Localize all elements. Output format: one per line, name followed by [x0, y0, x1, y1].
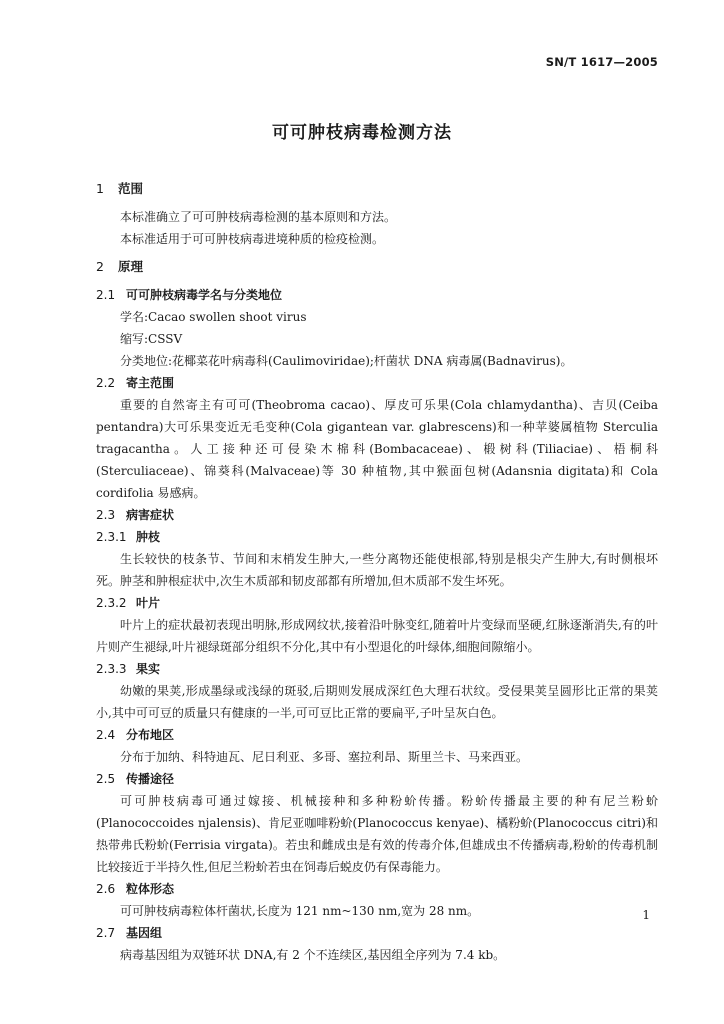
paragraph: 病毒基因组为双链环状 DNA,有 2 个不连续区,基因组全序列为 7.4 kb。 [120, 948, 506, 962]
subsection-heading-2-2 [96, 372, 658, 394]
section-number: 2.3.1 [96, 530, 127, 544]
paragraph: 分类地位:花椰菜花叶病毒科(Caulimoviridae);杆菌状 DNA 病毒属(Badnavirus)。 [120, 354, 573, 368]
paragraph: 重要的自然寄主有可可(Theobroma cacao)、厚皮可乐果(Cola chlamydantha)、吉贝(Ceiba pentandra)大可乐果变近无毛变种(Cola gigantean var. glabrescens)和一种苹婆属植物 Sterculia tragacantha。人工接种还可侵染木棉科(Bombacaceae)、椴树科(Tiliaciae)、梧桐科(Sterculiaceae)、锦葵科(Malvaceae)等 30 种植物,其中猴面包树(Adansnia digitata)和 Cola cordifolia 易感病。 [96, 398, 658, 500]
section-title: 叶片 [136, 596, 161, 610]
paragraph: 分布于加纳、科特迪瓦、尼日利亚、多哥、塞拉利昂、斯里兰卡、马来西亚。 [120, 750, 529, 764]
section-number: 1 [96, 181, 104, 196]
subsection-heading-2-5 [96, 768, 658, 790]
section-number: 2.2 [96, 376, 116, 390]
subsection-heading-2-3 [96, 504, 658, 526]
paragraph: 可可肿枝病毒粒体杆菌状,长度为 121 nm~130 nm,宽为 28 nm。 [120, 904, 480, 918]
section-title: 范围 [118, 181, 144, 196]
section-title: 基因组 [126, 926, 163, 940]
section-number: 2.3.2 [96, 596, 127, 610]
section-number: 2.4 [96, 728, 116, 742]
subsection-heading-2-4 [96, 724, 658, 746]
paragraph: 幼嫩的果荚,形成墨绿或浅绿的斑驳,后期则发展成深红色大理石状纹。受侵果荚呈圆形比正常的果荚小,其中可可豆的质量只有健康的一半,可可豆比正常的要扁平,子叶呈灰白色。 [96, 684, 658, 720]
subsection-heading-2-3-3 [96, 658, 658, 680]
section-title: 病害症状 [126, 508, 175, 522]
paragraph: 可可肿枝病毒可通过嫁接、机械接种和多种粉蚧传播。粉蚧传播最主要的种有尼兰粉蚧(Planococcoides njalensis)、肯尼亚咖啡粉蚧(Planococcus kenyae)、橘粉蚧(Planococcus citri)和热带弗氏粉蚧(Ferrisia virgata)。若虫和雌成虫是有效的传毒介体,但雄成虫不传播病毒,粉蚧的传毒机制比较接近于半持久性,但尼兰粉蚧若虫在饲毒后蜕皮仍有保毒能力。 [96, 794, 658, 874]
subsection-heading-2-3-2 [96, 592, 658, 614]
paragraph: 本标准确立了可可肿枝病毒检测的基本原则和方法。 [120, 210, 397, 224]
document-code: SN/T 1617—2005 [545, 55, 658, 69]
paragraph: 叶片上的症状最初表现出明脉,形成网纹状,接着沿叶脉变红,随着叶片变绿而坚硬,红脉逐渐消失,有的叶片则产生褪绿,叶片褪绿斑部分组织不分化,其中有小型退化的叶绿体,细胞间隙缩小。 [96, 618, 658, 654]
page-number: 1 [642, 908, 650, 922]
section-heading-2 [96, 256, 658, 278]
subsection-heading-2-1 [96, 284, 658, 306]
section-title: 传播途径 [126, 772, 175, 786]
subsection-heading-2-6 [96, 878, 658, 900]
section-title: 原理 [118, 259, 144, 274]
document-body [96, 178, 658, 966]
section-title: 粒体形态 [126, 882, 175, 896]
section-title: 可可肿枝病毒学名与分类地位 [126, 288, 283, 302]
paragraph: 本标准适用于可可肿枝病毒进境种质的检疫检测。 [120, 232, 385, 246]
section-number: 2 [96, 259, 104, 274]
section-number: 2.3.3 [96, 662, 127, 676]
subsection-heading-2-3-1 [96, 526, 658, 548]
section-title: 果实 [136, 662, 161, 676]
paragraph: 缩写:CSSV [120, 332, 183, 346]
section-title: 肿枝 [136, 530, 161, 544]
section-title: 寄主范围 [126, 376, 175, 390]
section-heading-1 [96, 178, 658, 200]
section-number: 2.3 [96, 508, 116, 522]
section-title: 分布地区 [126, 728, 175, 742]
section-number: 2.7 [96, 926, 116, 940]
section-number: 2.5 [96, 772, 116, 786]
section-number: 2.1 [96, 288, 116, 302]
document-title: 可可肿枝病毒检测方法 [272, 123, 452, 143]
paragraph: 学名:Cacao swollen shoot virus [120, 310, 307, 324]
paragraph: 生长较快的枝条节、节间和末梢发生肿大,一些分离物还能使根部,特别是根尖产生肿大,有时侧根坏死。肿茎和肿根症状中,次生木质部和韧皮部都有所增加,但木质部不发生坏死。 [96, 552, 658, 588]
section-number: 2.6 [96, 882, 116, 896]
subsection-heading-2-7 [96, 922, 658, 944]
